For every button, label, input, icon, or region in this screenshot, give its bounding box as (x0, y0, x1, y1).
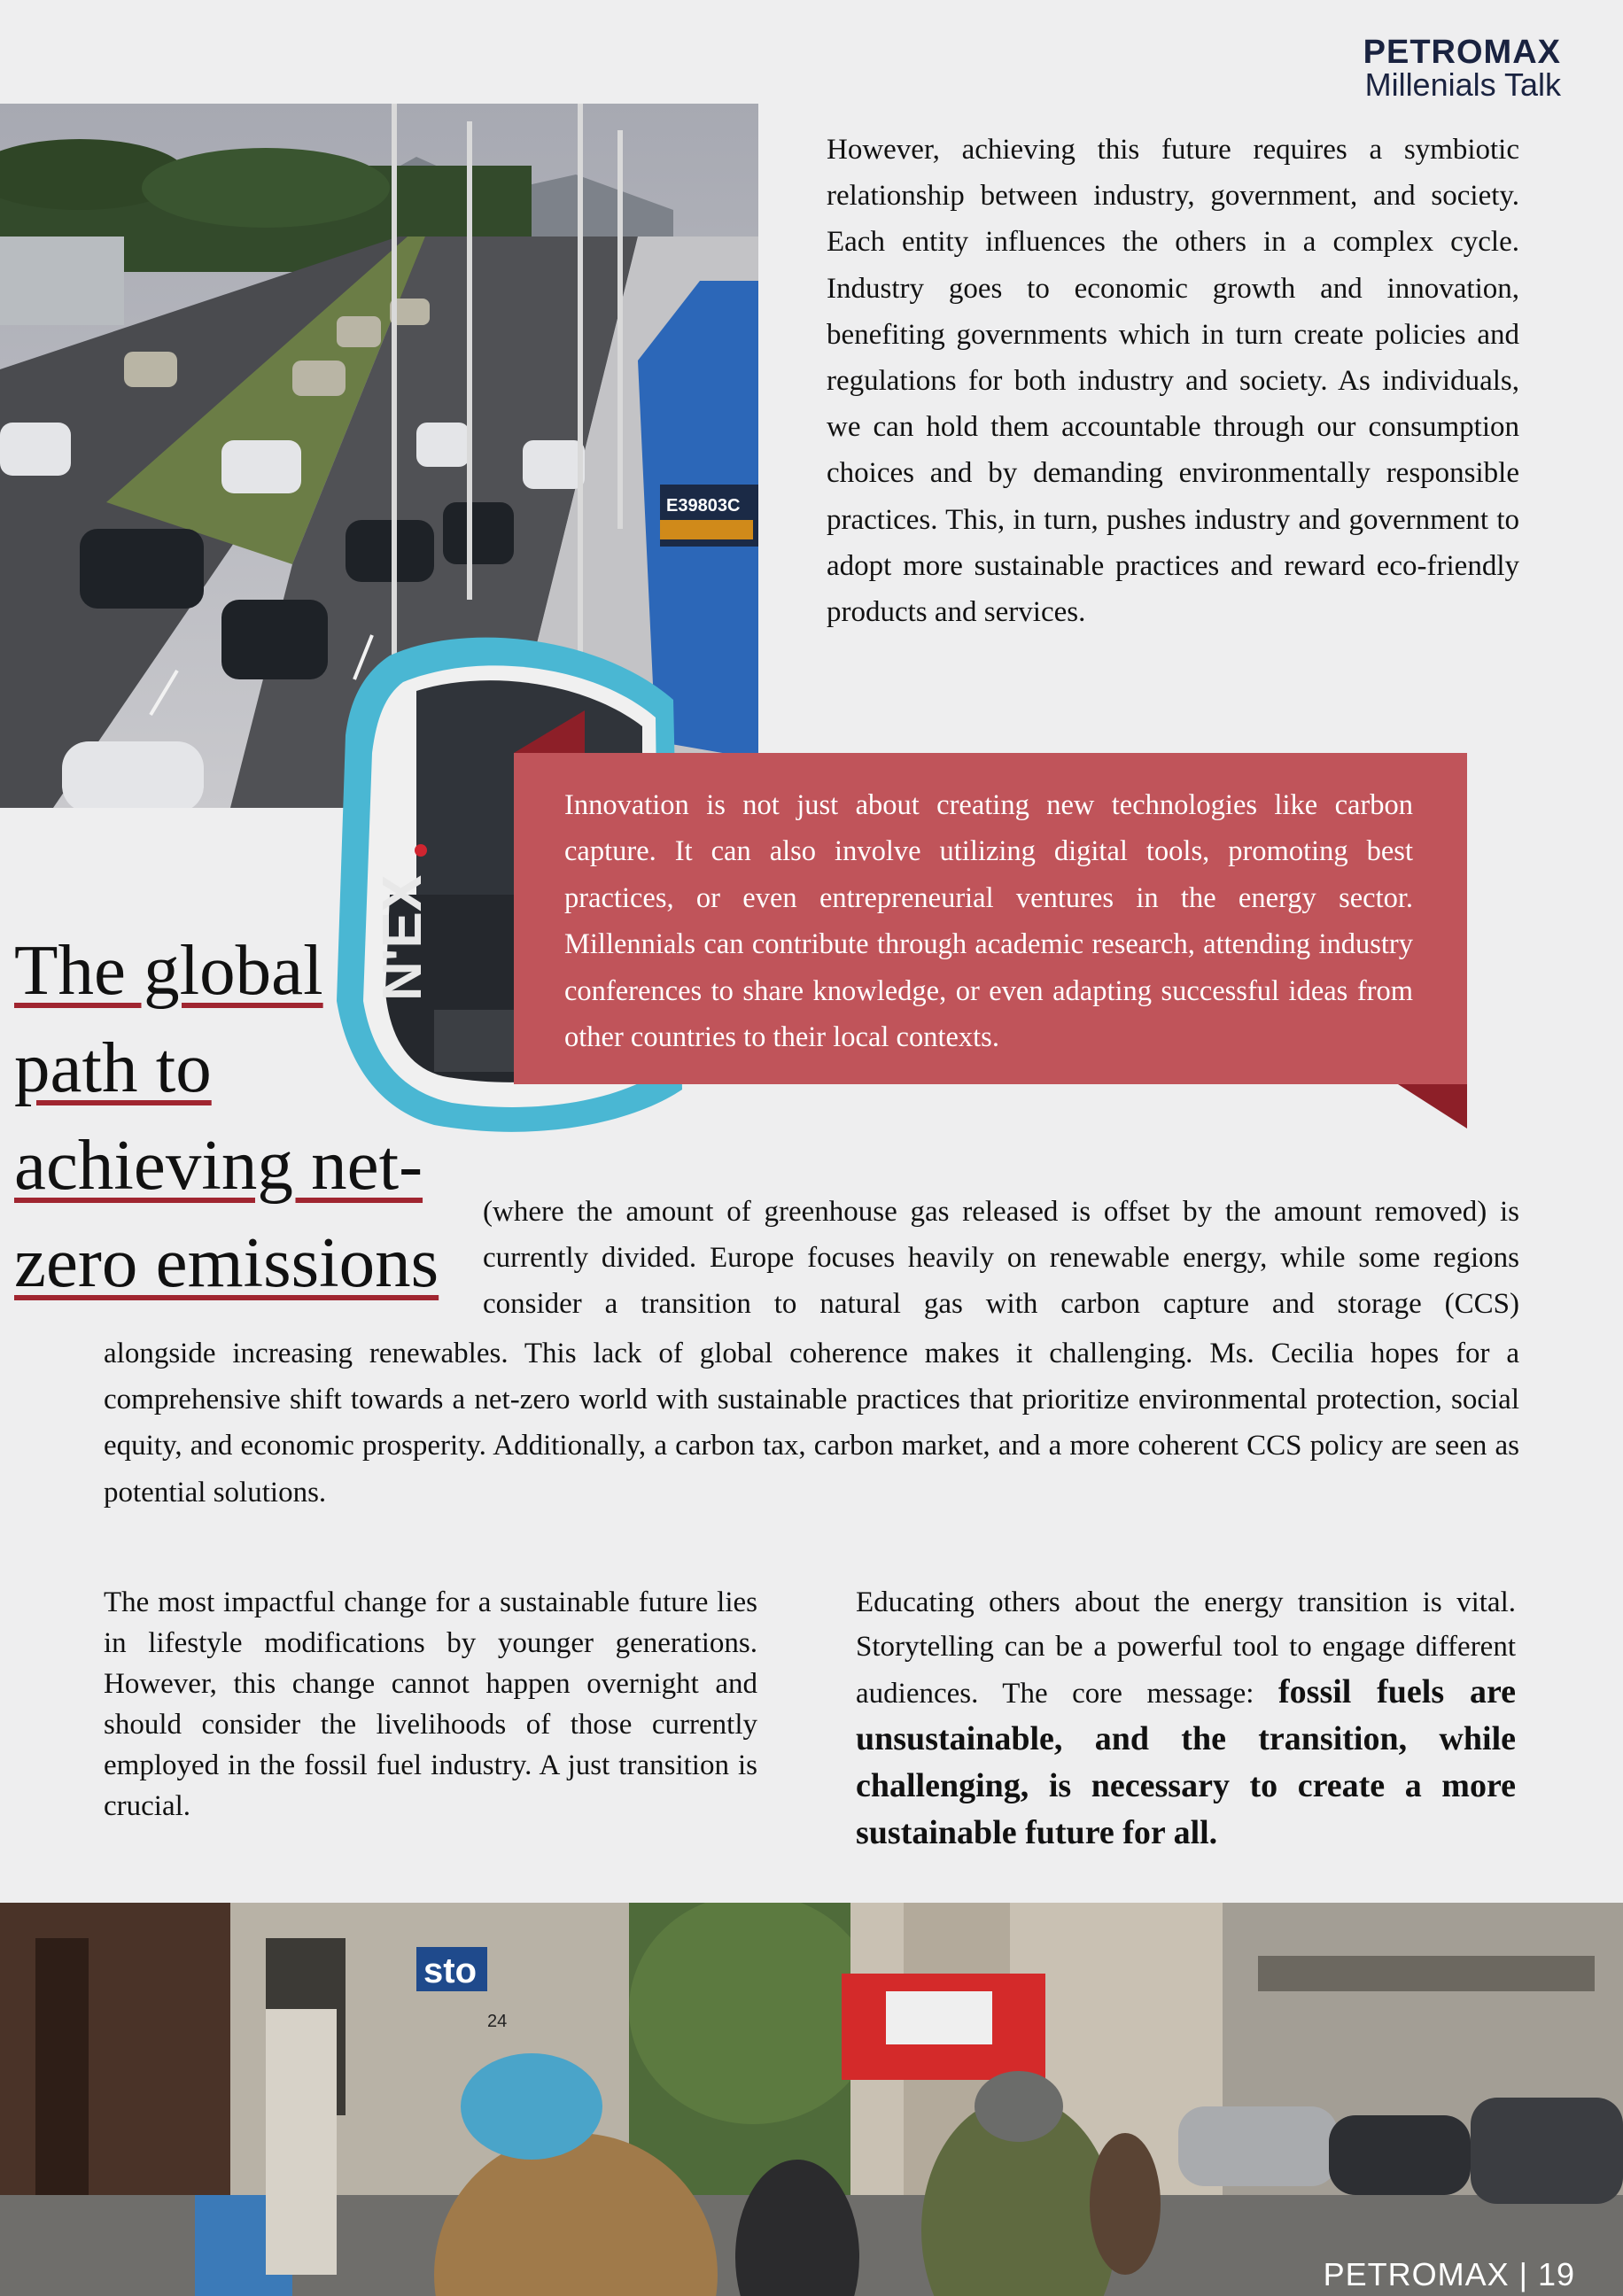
street-photo (0, 1903, 1623, 2296)
paragraph-intro: However, achieving this future requires a symbiotic relationship between industry, government, and society. Each entity influences the others in a complex cycle. Industry goes to economic growth and innovation, benefiting governments which in turn create policies and regulations for both industry and society. As individuals, we can hold them accountable through our consumption choices and by demanding environmentally responsible practices. This, in turn, pushes industry and government to adopt more sustainable practices and reward eco-friendly products and services. (827, 134, 1519, 629)
brand-header (1363, 35, 1561, 101)
train-logo: N'EX (372, 874, 433, 1001)
heading-line-4: zero emissions (14, 1222, 439, 1302)
bus-display-text: E39803C (666, 496, 741, 516)
callout-fold-top (514, 710, 585, 753)
section-heading (14, 921, 457, 1311)
store-number: 24 (487, 2012, 508, 2031)
callout-text: Innovation is not just about creating new technologies like carbon capture. It can also involve utilizing digital tools, promoting best practices, or even entrepreneurial ventures in the energy sector. Millennials can contribute through academic research, attending industry conferences to share knowledge, or even adapting successful ideas from other countries to their local contexts. (564, 789, 1413, 1054)
paragraph-net-zero-part-2: alongside increasing renewables. This lack of global coherence makes it challenging. Ms. Cecilia hopes for a comprehensive shift towards a net-zero world with sustainable practices that prioritize environmental protection, social equity, and economic prosperity. Additionally, a carbon tax, carbon market, and a more coherent CCS policy are seen as potential solutions. (104, 1338, 1519, 1509)
heading-line-1: The global (14, 930, 323, 1010)
paragraph-education-bold: fossil fuels are unsustainable, and the transition, while challenging, is necessary to create a more sustainable future for all. (856, 1673, 1516, 1851)
callout-fold-bottom (1398, 1084, 1467, 1129)
page-footer: PETROMAX | 19 (1323, 2256, 1575, 2292)
store-sign: sto (423, 1951, 477, 1990)
paragraph-education (856, 1580, 1516, 1857)
paragraph-lifestyle: The most impactful change for a sustainable future lies in lifestyle modifications by younger generations. However, this change cannot happen overnight and should consider the livelihoods of those currently employed in the fossil fuel industry. A just transition is crucial. (104, 1586, 757, 1822)
heading-line-2: path to (14, 1028, 212, 1107)
paragraph-net-zero-part-1: (where the amount of greenhouse gas released is offset by the amount removed) is currently divided. Europe focuses heavily on renewable energy, while some regions consider a transition to natural gas with carbon capture and storage (CCS) (483, 1196, 1519, 1321)
brand-subtitle: Millenials Talk (1364, 66, 1561, 103)
brand-name: PETROMAX (1363, 34, 1561, 71)
paragraph-education-regular: Educating others about the energy transition is vital. Storytelling can be a powerful tool to engage different audiences. The core message: (856, 1586, 1516, 1710)
heading-line-3: achieving net- (14, 1125, 423, 1205)
